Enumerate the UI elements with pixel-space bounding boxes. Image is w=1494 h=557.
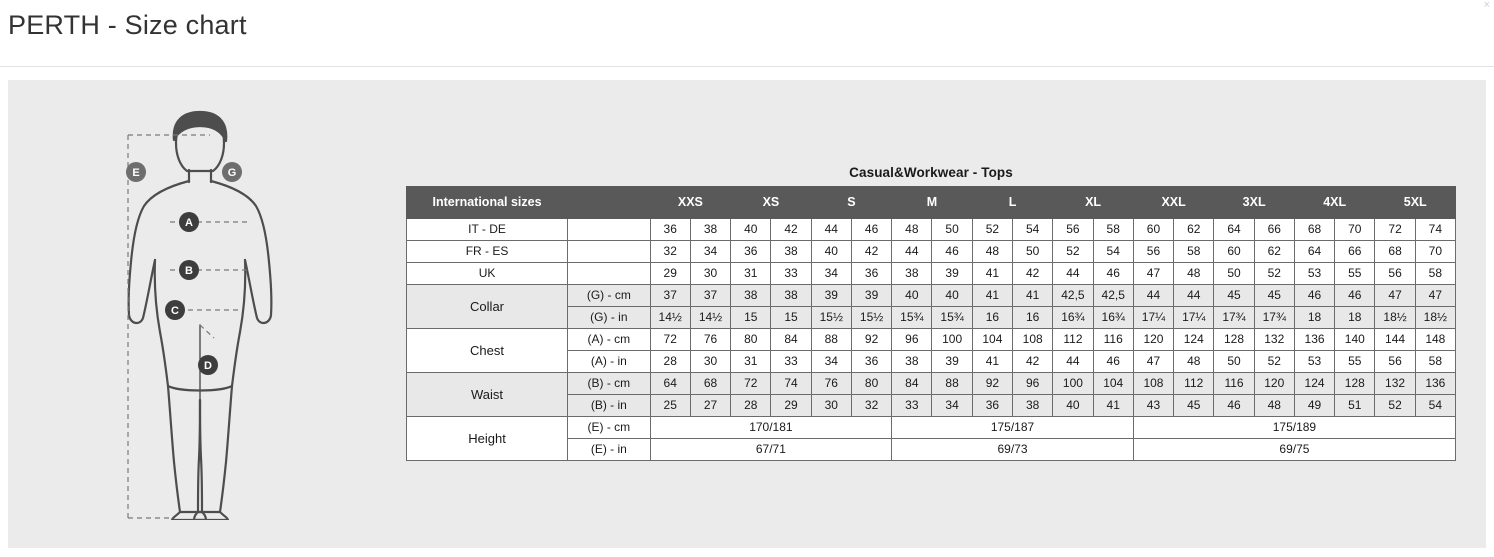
row-label: Collar xyxy=(407,285,568,329)
size-value: 16¾ xyxy=(1053,307,1093,329)
size-value: 42 xyxy=(1013,351,1053,373)
size-value: 16 xyxy=(1013,307,1053,329)
size-value: 45 xyxy=(1254,285,1294,307)
size-value: 38 xyxy=(1013,395,1053,417)
size-value: 40 xyxy=(811,241,851,263)
size-value: 17¾ xyxy=(1214,307,1254,329)
size-value: 15¾ xyxy=(932,307,972,329)
size-value: 52 xyxy=(1375,395,1415,417)
size-value: 80 xyxy=(851,373,891,395)
size-value: 38 xyxy=(731,285,771,307)
height-range: 175/189 xyxy=(1133,417,1455,439)
size-value: 88 xyxy=(811,329,851,351)
size-value: 52 xyxy=(972,219,1012,241)
size-value: 124 xyxy=(1294,373,1334,395)
size-chart-table xyxy=(406,186,1456,461)
size-value: 120 xyxy=(1133,329,1173,351)
height-range: 67/71 xyxy=(650,439,892,461)
size-table-block xyxy=(406,165,1456,461)
size-value: 16 xyxy=(972,307,1012,329)
size-value: 38 xyxy=(771,241,811,263)
row-unit xyxy=(568,219,651,241)
size-value: 42 xyxy=(851,241,891,263)
size-value: 40 xyxy=(731,219,771,241)
size-value: 44 xyxy=(892,241,932,263)
size-value: 30 xyxy=(690,351,730,373)
size-value: 116 xyxy=(1214,373,1254,395)
size-value: 38 xyxy=(771,285,811,307)
size-value: 76 xyxy=(690,329,730,351)
size-value: 64 xyxy=(650,373,690,395)
svg-text:C: C xyxy=(171,305,179,317)
size-value: 136 xyxy=(1415,373,1455,395)
svg-text:G: G xyxy=(227,167,237,179)
size-value: 62 xyxy=(1174,219,1214,241)
size-value: 17¾ xyxy=(1254,307,1294,329)
size-value: 74 xyxy=(1415,219,1455,241)
size-value: 58 xyxy=(1174,241,1214,263)
row-unit: (A) - cm xyxy=(568,329,651,351)
header-size-xs: XS xyxy=(731,187,812,219)
size-value: 46 xyxy=(1093,351,1133,373)
size-value: 38 xyxy=(892,263,932,285)
size-value: 17¼ xyxy=(1174,307,1214,329)
size-value: 44 xyxy=(1174,285,1214,307)
size-value: 34 xyxy=(811,351,851,373)
header-size-xl: XL xyxy=(1053,187,1134,219)
size-value: 31 xyxy=(731,351,771,373)
size-value: 48 xyxy=(1254,395,1294,417)
size-value: 136 xyxy=(1294,329,1334,351)
table-row xyxy=(407,219,1456,241)
size-value: 18 xyxy=(1294,307,1334,329)
table-caption: Casual&Workwear - Tops xyxy=(849,165,1013,180)
size-value: 40 xyxy=(932,285,972,307)
svg-text:A: A xyxy=(185,217,193,229)
size-value: 30 xyxy=(690,263,730,285)
size-value: 132 xyxy=(1254,329,1294,351)
size-value: 53 xyxy=(1294,351,1334,373)
row-unit: (E) - in xyxy=(568,439,651,461)
size-value: 80 xyxy=(731,329,771,351)
size-value: 56 xyxy=(1053,219,1093,241)
table-row xyxy=(407,417,1456,439)
size-value: 92 xyxy=(972,373,1012,395)
size-value: 38 xyxy=(892,351,932,373)
size-value: 68 xyxy=(690,373,730,395)
size-value: 132 xyxy=(1375,373,1415,395)
size-value: 17¼ xyxy=(1133,307,1173,329)
size-value: 54 xyxy=(1013,219,1053,241)
size-value: 84 xyxy=(771,329,811,351)
size-value: 39 xyxy=(932,263,972,285)
size-value: 96 xyxy=(892,329,932,351)
height-range: 69/75 xyxy=(1133,439,1455,461)
size-value: 15¾ xyxy=(892,307,932,329)
size-value: 34 xyxy=(690,241,730,263)
size-value: 58 xyxy=(1415,351,1455,373)
size-value: 33 xyxy=(771,351,811,373)
size-value: 47 xyxy=(1375,285,1415,307)
size-value: 70 xyxy=(1415,241,1455,263)
size-value: 27 xyxy=(690,395,730,417)
body-figure xyxy=(110,110,290,520)
size-value: 28 xyxy=(650,351,690,373)
size-value: 64 xyxy=(1214,219,1254,241)
height-range: 69/73 xyxy=(892,439,1134,461)
size-value: 43 xyxy=(1133,395,1173,417)
size-value: 120 xyxy=(1254,373,1294,395)
row-unit: (G) - cm xyxy=(568,285,651,307)
size-value: 50 xyxy=(1214,263,1254,285)
size-value: 116 xyxy=(1093,329,1133,351)
size-value: 37 xyxy=(690,285,730,307)
size-value: 33 xyxy=(892,395,932,417)
size-value: 74 xyxy=(771,373,811,395)
size-value: 29 xyxy=(771,395,811,417)
size-value: 56 xyxy=(1375,263,1415,285)
size-value: 16¾ xyxy=(1093,307,1133,329)
size-value: 38 xyxy=(690,219,730,241)
size-value: 46 xyxy=(1335,285,1375,307)
size-value: 72 xyxy=(1375,219,1415,241)
size-value: 47 xyxy=(1133,263,1173,285)
size-value: 41 xyxy=(972,351,1012,373)
size-value: 44 xyxy=(811,219,851,241)
size-value: 53 xyxy=(1294,263,1334,285)
header-size-l: L xyxy=(972,187,1053,219)
header-size-4xl: 4XL xyxy=(1294,187,1375,219)
size-value: 44 xyxy=(1133,285,1173,307)
header-size-s: S xyxy=(811,187,892,219)
size-value: 39 xyxy=(811,285,851,307)
table-body xyxy=(407,219,1456,461)
size-value: 60 xyxy=(1133,219,1173,241)
size-value: 37 xyxy=(650,285,690,307)
size-value: 100 xyxy=(1053,373,1093,395)
size-value: 25 xyxy=(650,395,690,417)
size-value: 72 xyxy=(731,373,771,395)
table-row xyxy=(407,285,1456,307)
size-value: 100 xyxy=(932,329,972,351)
size-value: 42,5 xyxy=(1053,285,1093,307)
size-value: 45 xyxy=(1214,285,1254,307)
size-value: 33 xyxy=(771,263,811,285)
size-value: 42 xyxy=(1013,263,1053,285)
size-value: 41 xyxy=(1093,395,1133,417)
size-value: 15 xyxy=(771,307,811,329)
size-value: 68 xyxy=(1294,219,1334,241)
size-value: 42,5 xyxy=(1093,285,1133,307)
size-value: 39 xyxy=(932,351,972,373)
svg-text:E: E xyxy=(132,167,140,179)
row-label: FR - ES xyxy=(407,241,568,263)
size-value: 46 xyxy=(851,219,891,241)
size-value: 68 xyxy=(1375,241,1415,263)
size-value: 58 xyxy=(1415,263,1455,285)
header-size-5xl: 5XL xyxy=(1375,187,1456,219)
size-value: 46 xyxy=(1214,395,1254,417)
size-value: 50 xyxy=(1214,351,1254,373)
size-value: 140 xyxy=(1335,329,1375,351)
size-value: 64 xyxy=(1294,241,1334,263)
header-size-xxs: XXS xyxy=(650,187,731,219)
size-value: 28 xyxy=(731,395,771,417)
row-label: UK xyxy=(407,263,568,285)
size-value: 40 xyxy=(892,285,932,307)
size-value: 128 xyxy=(1214,329,1254,351)
size-value: 18½ xyxy=(1375,307,1415,329)
close-icon[interactable]: × xyxy=(1483,0,1490,11)
size-value: 42 xyxy=(771,219,811,241)
svg-text:B: B xyxy=(185,265,193,277)
row-unit: (E) - cm xyxy=(568,417,651,439)
height-range: 170/181 xyxy=(650,417,892,439)
row-label: IT - DE xyxy=(407,219,568,241)
size-value: 14½ xyxy=(650,307,690,329)
size-value: 14½ xyxy=(690,307,730,329)
row-label: Waist xyxy=(407,373,568,417)
size-value: 41 xyxy=(972,285,1012,307)
size-value: 88 xyxy=(932,373,972,395)
size-value: 55 xyxy=(1335,351,1375,373)
size-value: 124 xyxy=(1174,329,1214,351)
size-value: 112 xyxy=(1053,329,1093,351)
size-value: 66 xyxy=(1254,219,1294,241)
size-value: 52 xyxy=(1254,263,1294,285)
size-value: 36 xyxy=(972,395,1012,417)
size-value: 46 xyxy=(932,241,972,263)
size-value: 29 xyxy=(650,263,690,285)
size-value: 62 xyxy=(1254,241,1294,263)
size-value: 76 xyxy=(811,373,851,395)
size-value: 15½ xyxy=(811,307,851,329)
size-value: 32 xyxy=(650,241,690,263)
row-unit: (A) - in xyxy=(568,351,651,373)
size-value: 66 xyxy=(1335,241,1375,263)
row-unit xyxy=(568,263,651,285)
svg-text:D: D xyxy=(204,360,212,372)
table-row xyxy=(407,263,1456,285)
size-value: 48 xyxy=(972,241,1012,263)
size-value: 30 xyxy=(811,395,851,417)
size-value: 96 xyxy=(1013,373,1053,395)
size-value: 104 xyxy=(972,329,1012,351)
size-value: 55 xyxy=(1335,263,1375,285)
size-value: 128 xyxy=(1335,373,1375,395)
row-unit: (B) - in xyxy=(568,395,651,417)
size-value: 148 xyxy=(1415,329,1455,351)
size-value: 92 xyxy=(851,329,891,351)
size-value: 18 xyxy=(1335,307,1375,329)
size-value: 44 xyxy=(1053,263,1093,285)
size-value: 40 xyxy=(1053,395,1093,417)
table-row xyxy=(407,329,1456,351)
header-size-m: M xyxy=(892,187,973,219)
table-row xyxy=(407,373,1456,395)
page-title: PERTH - Size chart xyxy=(8,10,247,40)
size-value: 32 xyxy=(851,395,891,417)
size-value: 52 xyxy=(1254,351,1294,373)
size-value: 39 xyxy=(851,285,891,307)
size-value: 47 xyxy=(1415,285,1455,307)
size-value: 108 xyxy=(1013,329,1053,351)
size-value: 50 xyxy=(1013,241,1053,263)
size-value: 47 xyxy=(1133,351,1173,373)
size-value: 54 xyxy=(1415,395,1455,417)
size-value: 34 xyxy=(932,395,972,417)
table-header-row xyxy=(407,187,1456,219)
size-value: 52 xyxy=(1053,241,1093,263)
size-value: 46 xyxy=(1093,263,1133,285)
size-value: 56 xyxy=(1133,241,1173,263)
size-value: 15½ xyxy=(851,307,891,329)
size-value: 45 xyxy=(1174,395,1214,417)
header-size-xxl: XXL xyxy=(1133,187,1214,219)
header-divider xyxy=(0,66,1494,67)
size-value: 15 xyxy=(731,307,771,329)
size-value: 48 xyxy=(1174,351,1214,373)
size-value: 50 xyxy=(932,219,972,241)
table-row xyxy=(407,241,1456,263)
size-value: 34 xyxy=(811,263,851,285)
size-value: 41 xyxy=(1013,285,1053,307)
size-value: 36 xyxy=(851,351,891,373)
size-value: 46 xyxy=(1294,285,1334,307)
size-value: 36 xyxy=(851,263,891,285)
size-value: 31 xyxy=(731,263,771,285)
header-unit-col xyxy=(568,187,651,219)
size-value: 104 xyxy=(1093,373,1133,395)
size-value: 144 xyxy=(1375,329,1415,351)
size-value: 108 xyxy=(1133,373,1173,395)
row-unit: (G) - in xyxy=(568,307,651,329)
header-international-sizes: International sizes xyxy=(407,187,568,219)
row-label: Chest xyxy=(407,329,568,373)
height-range: 175/187 xyxy=(892,417,1134,439)
size-value: 56 xyxy=(1375,351,1415,373)
size-value: 48 xyxy=(1174,263,1214,285)
size-value: 36 xyxy=(650,219,690,241)
size-value: 58 xyxy=(1093,219,1133,241)
size-value: 51 xyxy=(1335,395,1375,417)
size-value: 112 xyxy=(1174,373,1214,395)
header-size-3xl: 3XL xyxy=(1214,187,1295,219)
row-unit: (B) - cm xyxy=(568,373,651,395)
size-value: 54 xyxy=(1093,241,1133,263)
row-label: Height xyxy=(407,417,568,461)
size-value: 41 xyxy=(972,263,1012,285)
size-value: 49 xyxy=(1294,395,1334,417)
size-value: 60 xyxy=(1214,241,1254,263)
size-value: 48 xyxy=(892,219,932,241)
size-value: 36 xyxy=(731,241,771,263)
size-value: 44 xyxy=(1053,351,1093,373)
size-value: 70 xyxy=(1335,219,1375,241)
size-value: 84 xyxy=(892,373,932,395)
size-value: 72 xyxy=(650,329,690,351)
size-value: 18½ xyxy=(1415,307,1455,329)
row-unit xyxy=(568,241,651,263)
